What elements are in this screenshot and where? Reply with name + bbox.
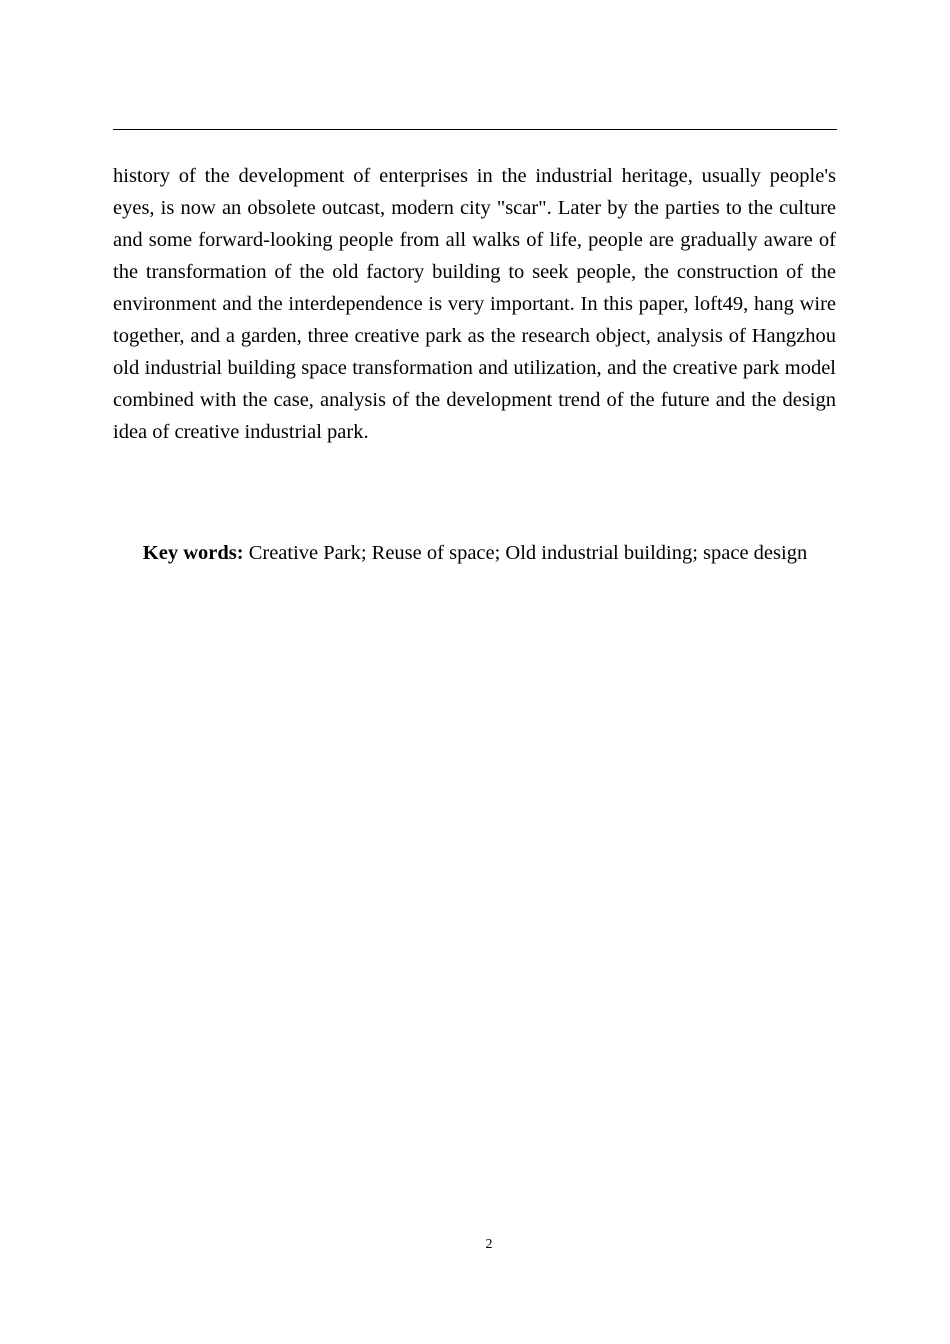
- page-number: 2: [485, 1237, 493, 1252]
- keywords-line: [113, 540, 837, 566]
- abstract-paragraph: history of the development of enterprises in the industrial heritage, usually people's eyes, is now an obsolete outcast, modern city "scar". Later by the parties to the culture and some forward-looking people from all walks of life, people are gradually aware of the transformation of the old factory building to seek people, the construction of the environment and the interdependence is very important. In this paper, loft49, hang wire together, and a garden, three creative park as the research object, analysis of Hangzhou old industrial building space transformation and utilization, and the creative park model combined with the case, analysis of the development trend of the future and the design idea of creative industrial park.: [113, 165, 836, 443]
- keywords-terms: Creative Park; Reuse of space; Old industrial building; space design: [248, 542, 808, 564]
- keywords-label: Key words:: [142, 542, 244, 564]
- header-rule: [113, 129, 837, 130]
